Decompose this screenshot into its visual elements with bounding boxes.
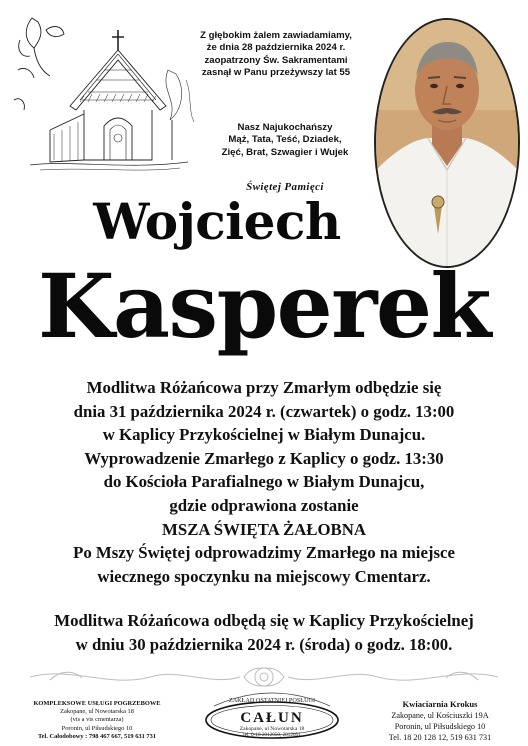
funeral-detail-line: Modlitwa Różańcowa przy Zmarłym odbędzie się bbox=[86, 378, 442, 397]
florist-info bbox=[360, 699, 520, 743]
announcement-line: zaopatrzony Św. Sakramentami bbox=[204, 54, 348, 66]
funeral-detail-line: MSZA ŚWIĘTA ŻAŁOBNA bbox=[162, 519, 366, 539]
rosary-line: w dniu 30 października 2024 r. (środa) o godz. 18:00. bbox=[75, 634, 453, 654]
announcement-line: zasnął w Panu przeżywszy lat 55 bbox=[201, 67, 351, 79]
funeral-services-address2: Poronin, ul Piłsudskiego 10 bbox=[61, 724, 133, 732]
memory-line: Świętej Pamięci bbox=[246, 181, 324, 193]
florist-title: Kwiaciarnia Krokus bbox=[402, 699, 478, 709]
calun-phone: tel. 0-18 2012050, 2012051 bbox=[243, 732, 301, 738]
funeral-services-title: KOMPLEKSOWE USŁUGI POGRZEBOWE bbox=[33, 700, 161, 707]
relatives-line: Nasz Najukochańszy bbox=[237, 122, 333, 133]
funeral-services-address: Zakopane, ul Nowotarska 18 bbox=[60, 708, 134, 716]
rosary-prayer-notice bbox=[0, 609, 528, 656]
relatives-description bbox=[196, 122, 374, 159]
funeral-detail-line: wiecznego spoczynku na miejscowy Cmentarz. bbox=[97, 566, 431, 586]
first-name: Wojciech bbox=[93, 192, 341, 251]
last-name: Kasperek bbox=[38, 254, 490, 358]
deceased-portrait-photo bbox=[374, 18, 520, 268]
funeral-detail-line: dnia 31 października 2024 r. (czwartek) o godz. 13:00 bbox=[73, 401, 455, 421]
funeral-detail-line: w Kaplicy Przykościelnej w Białym Dunajcu. bbox=[102, 425, 426, 445]
relatives-line: Mąż, Tata, Teść, Dziadek, bbox=[228, 134, 342, 146]
announcement-line: Z głębokim żalem zawiadamiamy, bbox=[200, 30, 352, 41]
funeral-detail-line: Po Mszy Świętej odprowadzimy Zmarłego na miejsce bbox=[73, 543, 455, 563]
florist-address2: Poronin, ul Piłsudskiego 10 bbox=[394, 722, 486, 731]
calun-logo bbox=[196, 684, 348, 742]
calun-top-text: ZAKŁAD OSTATNIEJ POSŁUGI bbox=[228, 697, 316, 704]
relatives-line: Zięć, Brat, Szwagier i Wujek bbox=[221, 146, 349, 158]
funeral-detail-line: Wyprowadzenie Zmarłego z Kaplicy o godz. 13:30 bbox=[84, 448, 444, 468]
florist-phone: Tel. 18 20 128 12, 519 631 731 bbox=[388, 733, 492, 742]
funeral-services-phone: Tel. Całodobowy : 798 467 667, 519 631 731 bbox=[38, 732, 156, 740]
calun-logo-text: CAŁUN bbox=[240, 710, 304, 726]
chapel-sketch-image bbox=[10, 10, 200, 175]
funeral-services-note: (vis a vis cmentarza) bbox=[70, 716, 124, 724]
rosary-line: Modlitwa Różańcowa odbędą się w Kaplicy Przykościelnej bbox=[54, 611, 474, 630]
death-announcement bbox=[176, 30, 376, 80]
funeral-detail-line: do Kościoła Parafialnego w Białym Dunajcu, bbox=[103, 472, 425, 492]
portrait-figure bbox=[376, 20, 518, 266]
funeral-detail-line: gdzie odprawiona zostanie bbox=[169, 495, 359, 515]
announcement-line: że dnia 28 października 2024 r. bbox=[206, 42, 346, 54]
florist-address: Zakopane, ul Kościuszki 19A bbox=[391, 711, 489, 720]
funeral-services-info bbox=[8, 700, 186, 741]
calun-address: Zakopane, ul Nowotarska 18 bbox=[239, 726, 305, 732]
funeral-details bbox=[0, 376, 528, 588]
